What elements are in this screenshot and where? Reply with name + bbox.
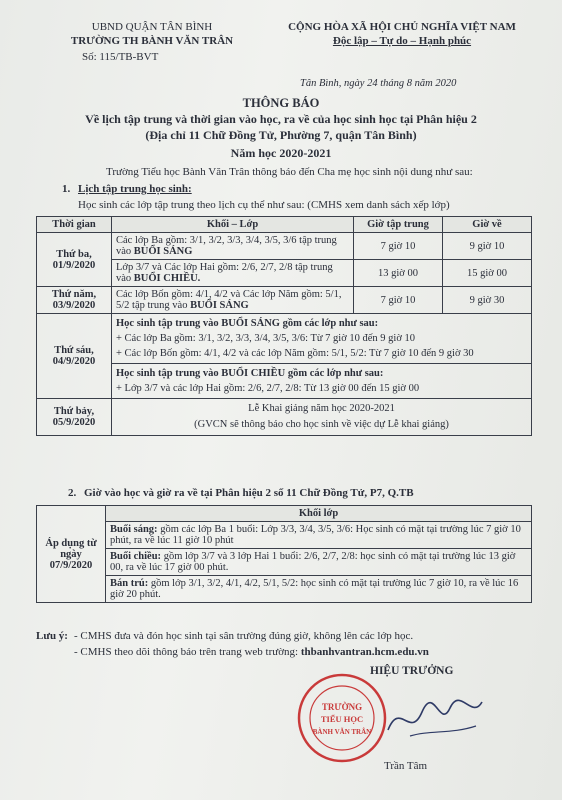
table-row (37, 260, 532, 287)
day-cell: Thứ sáu, 04/9/2020 (37, 314, 112, 399)
school-website: thbanhvantran.hcm.edu.vn (300, 646, 429, 658)
friday-detail-cell: Học sinh tập trung vào BUỔI SÁNG gồm các lớp như sau: + Các lớp Ba gồm: 3/1, 3/2, 3/3, 3/4, 3/5, 3/6: Từ 7 giờ 10 đến 9 giờ 10 + Các lớp Bốn gồm: 4/1, 4/2 và các lớp Năm gồm: 5/1, 5/2: Từ 7 giờ 10 đến 9 giờ 30 Học sinh tập trung vào BUỔI CHIỀU gồm các lớp như sau: + Lớp 3/7 và các lớp Hai gồm: 2/6, 2/7, 2/8: Từ 13 giờ 00 đến 15 giờ 00 (112, 314, 532, 399)
document-title: THÔNG BÁO (242, 96, 320, 110)
document-number: Số: 115/TB-BVT (82, 51, 159, 63)
section2-number: 2. (68, 487, 77, 499)
afternoon-cell: Buổi chiều: gồm lớp 3/7 và 3 lớp Hai 1 buổi: 2/6, 2/7, 2/8: học sinh có mặt tại trường lúc 13 giờ 00, ra về lúc 17 giờ 00 phút. (106, 549, 532, 576)
note-line-2: - CMHS theo dõi thông báo trên trang web trường: thbanhvantran.hcm.edu.vn (74, 646, 429, 658)
table-row (37, 576, 532, 603)
grade-cell: Các lớp Bốn gồm: 4/1, 4/2 và Các lớp Năm gồm: 5/1, 5/2 tập trung vào BUỔI SÁNG (112, 287, 354, 314)
school-year: Năm học 2020-2021 (230, 146, 332, 160)
svg-text:TIỂU HỌC: TIỂU HỌC (320, 714, 364, 724)
intro-text: Trường Tiểu học Bành Văn Trân thông báo đến Cha mẹ học sinh nội dung như sau: (106, 166, 473, 178)
table-row (37, 506, 532, 522)
leave-cell: 15 giờ 00 (443, 260, 532, 287)
table-row (37, 233, 532, 260)
svg-text:TRƯỜNG: TRƯỜNG (321, 702, 363, 712)
signer-name: Trần Tâm (384, 760, 428, 772)
header-left (52, 20, 252, 64)
grade-cell: Lớp 3/7 và Các lớp Hai gồm: 2/6, 2/7, 2/8 tập trung vào BUỔI CHIỀU. (112, 260, 354, 287)
table-row (37, 287, 532, 314)
section2-heading (68, 487, 414, 499)
table-row (37, 549, 532, 576)
document-date: Tân Bình, ngày 24 tháng 8 năm 2020 (300, 78, 457, 89)
section1-heading (62, 183, 192, 195)
note-line-1: Lưu ý: - CMHS đưa và đón học sinh tại sân trường đúng giờ, không lên các lớp học. (36, 630, 414, 642)
class-hours-table (36, 505, 532, 603)
grade-cell: Các lớp Ba gồm: 3/1, 3/2, 3/3, 3/4, 3/5, 3/6 tập trung vào BUỔI SÁNG (112, 233, 354, 260)
section2-title: Giờ vào học và giờ ra về tại Phân hiệu 2 số 11 Chữ Đồng Tử, P7, Q.TB (84, 487, 414, 499)
section1-title: Lịch tập trung học sinh: (78, 183, 192, 195)
col-leave-time: Giờ về (443, 217, 532, 233)
school-name: TRƯỜNG TH BÀNH VĂN TRÂN (70, 35, 234, 47)
table-row (37, 399, 532, 436)
leave-cell: 9 giờ 30 (443, 287, 532, 314)
boarding-cell: Bán trú: gồm lớp 3/1, 3/2, 4/1, 4/2, 5/1, 5/2: học sinh có mặt tại trường lúc 7 giờ 10, ra về lúc 16 giờ 20 phút. (106, 576, 532, 603)
country-name: CỘNG HÒA XÃ HỘI CHỦ NGHĨA VIỆT NAM (288, 21, 516, 33)
motto: Độc lập – Tự do – Hạnh phúc (332, 35, 472, 47)
day-cell: Thứ năm, 03/9/2020 (37, 287, 112, 314)
table-row (37, 522, 532, 549)
leave-cell: 9 giờ 10 (443, 233, 532, 260)
col-grade: Khối – Lớp (112, 217, 354, 233)
applied-date-cell: Áp dụng từ ngày 07/9/2020 (37, 506, 106, 603)
col-gather-time: Giờ tập trung (354, 217, 443, 233)
svg-text:BÀNH VĂN TRÂN: BÀNH VĂN TRÂN (312, 728, 372, 736)
school-seal-stamp (296, 672, 388, 764)
table-row (37, 314, 532, 399)
col-time: Thời gian (37, 217, 112, 233)
notes-label: Lưu ý: (36, 630, 68, 642)
gather-cell: 13 giờ 00 (354, 260, 443, 287)
section1-number: 1. (62, 183, 71, 195)
day-cell: Thứ ba, 01/9/2020 (37, 233, 112, 287)
signature-title: HIỆU TRƯỞNG (370, 665, 454, 677)
notes (36, 628, 429, 660)
day-cell: Thứ bảy, 05/9/2020 (37, 399, 112, 436)
table-header-row (37, 217, 532, 233)
handwritten-signature (380, 690, 490, 750)
section1-subtext: Học sinh các lớp tập trung theo lịch cụ thể như sau: (CMHS xem danh sách xếp lớp) (78, 199, 450, 211)
schedule-table (36, 216, 532, 436)
morning-cell: Buổi sáng: gồm các lớp Ba 1 buổi: Lớp 3/3, 3/4, 3/5, 3/6: Học sinh có mặt tại trường lúc 7 giờ 10 phút, ra về lúc 11 giờ 10 phút (106, 522, 532, 549)
gather-cell: 7 giờ 10 (354, 287, 443, 314)
document-subtitle: Về lịch tập trung và thời gian vào học, ra về của học sinh học tại Phân hiệu 2 (85, 112, 477, 126)
gather-cell: 7 giờ 10 (354, 233, 443, 260)
col-grade-block: Khối lớp (106, 506, 532, 522)
district-name: UBND QUẬN TÂN BÌNH (91, 21, 213, 33)
opening-ceremony-cell: Lễ Khai giảng năm học 2020-2021 (GVCN sẽ thông báo cho học sinh về việc dự Lễ khai giảng) (112, 399, 532, 436)
document-address: (Địa chỉ 11 Chữ Đồng Tử, Phường 7, quận Tân Bình) (145, 128, 417, 142)
header-right (262, 20, 542, 48)
